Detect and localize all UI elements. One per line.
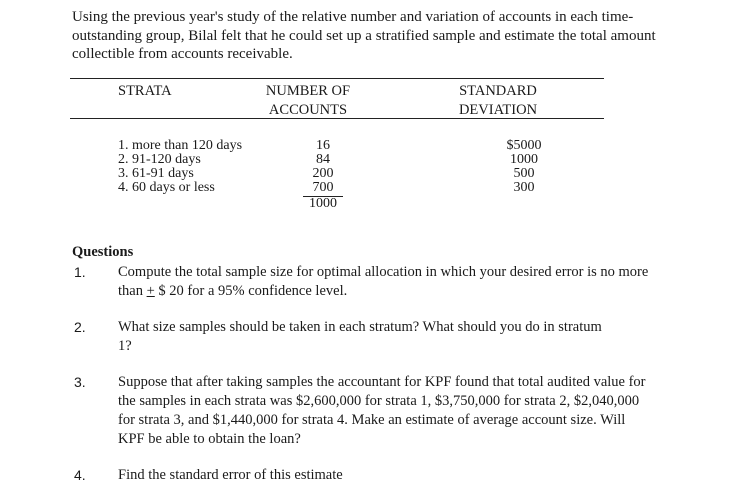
sd-value-1: $5000 [506,138,542,153]
plus-minus-sign: + [146,283,155,299]
questions-heading: Questions [72,244,134,260]
question-1-after: $ 20 for a 95% confidence level. [154,283,348,299]
question-number-2: 2. [74,319,86,335]
accounts-value-1: 16 [316,138,330,153]
question-number-3: 3. [74,374,86,390]
sd-value-3: 500 [513,166,535,181]
question-text-4: Find the standard error of this estimate [118,467,343,483]
question-1-before: Compute the total sample size for optimal allocation in which your desired error is no more than [118,264,649,299]
question-text-2: What size samples should be taken in each stratum? What should you do in stratum 1? [118,319,602,354]
stratum-label-2: 2. 91-120 days [118,152,201,167]
stratum-label-3: 3. 61-91 days [118,166,194,181]
header-number-of-accounts [258,82,358,120]
sd-value-4: 300 [513,180,535,195]
sd-value-2: 1000 [510,152,538,167]
accounts-total: 1000 [309,196,337,211]
header-strata: STRATA [118,83,172,99]
question-number-1: 1. [74,264,86,280]
header-sd-line1: STANDARD [459,83,537,99]
stratum-label-1: 1. more than 120 days [118,138,243,153]
header-standard-deviation [448,82,548,120]
question-text-3: Suppose that after taking samples the accountant for KPF found that total audited value for the samples in each strata was $2,600,000 for strata 1, $3,750,000 for strata 2, $2,040,000 for strata 3, and $1,440,000 for strata 4. Make an estimate of average account size. Will KPF be able to obtain the loan? [118,374,646,447]
question-number-4: 4. [74,467,86,483]
accounts-value-4: 700 [312,180,334,195]
table-top-rule [70,78,604,79]
header-sd-line2: DEVIATION [458,102,538,118]
stratum-label-4: 4. 60 days or less [118,180,215,195]
intro-paragraph: Using the previous year's study of the relative number and variation of accounts in each time-outstanding group, Bilal felt that he could set up a stratified sample and estimate the total amount collectible from accounts receivable. [72,9,656,62]
header-accounts-line2: ACCOUNTS [268,102,348,118]
accounts-value-3: 200 [312,166,334,181]
accounts-value-2: 84 [316,152,330,167]
header-accounts-line1: NUMBER OF [265,83,351,99]
question-text-1 [118,263,658,301]
